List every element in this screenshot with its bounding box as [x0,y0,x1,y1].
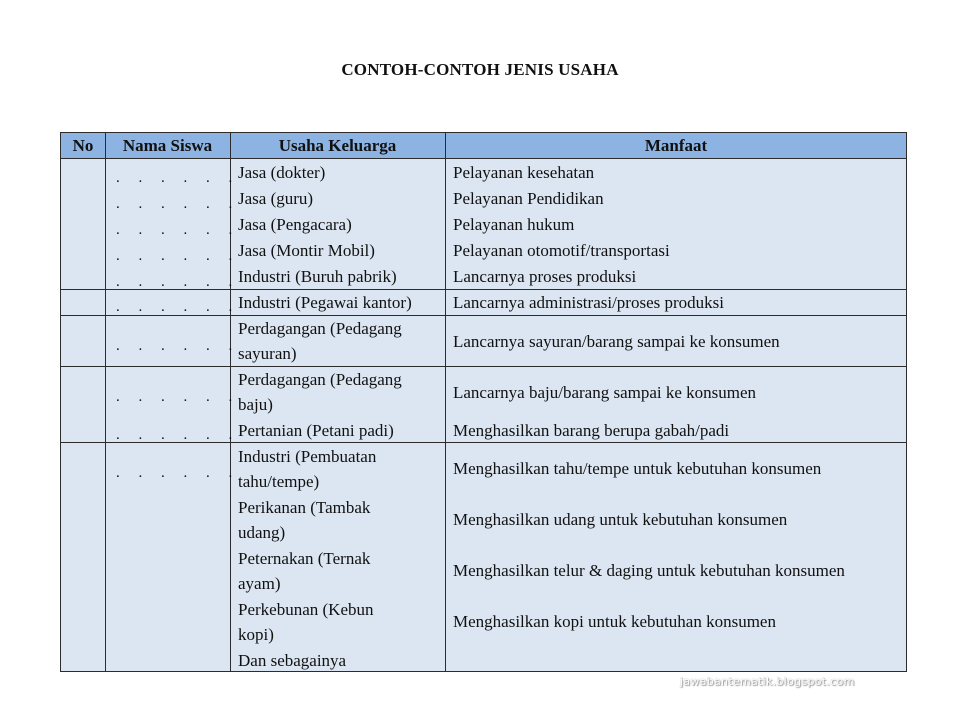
usaha-cell: Perdagangan (Pedagang [238,319,402,338]
student-name-placeholder: . . . . . . [116,170,240,186]
manfaat-cell: Pelayanan kesehatan [453,163,595,182]
usaha-cell: Jasa (Montir Mobil) [238,241,375,260]
usaha-cell: baju) [238,395,273,414]
usaha-cell: Jasa (dokter) [238,163,326,182]
manfaat-cell: Menghasilkan tahu/tempe untuk kebutuhan konsumen [453,459,822,478]
usaha-cell: kopi) [238,625,274,644]
student-name-placeholder: . . . . . . [116,427,240,443]
usaha-cell: sayuran) [238,344,297,363]
usaha-cell: tahu/tempe) [238,472,320,491]
usaha-cell: Industri (Buruh pabrik) [238,267,397,286]
student-name-placeholder: . . . . . . [116,196,240,212]
usaha-cell: Dan sebagainya [238,651,347,670]
manfaat-cell: Pelayanan hukum [453,215,575,234]
student-name-placeholder: . . . . . . [116,338,240,354]
usaha-cell: Perkebunan (Kebun [238,600,374,619]
manfaat-cell: Pelayanan otomotif/transportasi [453,241,670,260]
watermark-text: jawabantematik.blogspot.com [680,675,855,688]
manfaat-cell: Menghasilkan udang untuk kebutuhan konsumen [453,510,788,529]
manfaat-cell: Lancarnya sayuran/barang sampai ke konsumen [453,332,780,351]
usaha-cell: Jasa (Pengacara) [238,215,352,234]
manfaat-cell: Lancarnya administrasi/proses produksi [453,293,724,312]
manfaat-cell: Lancarnya proses produksi [453,267,637,286]
header-manfaat: Manfaat [644,136,708,155]
manfaat-cell: Menghasilkan barang berupa gabah/padi [453,421,730,440]
usaha-cell: Industri (Pembuatan [238,447,377,466]
usaha-cell: udang) [238,523,286,542]
student-name-placeholder: . . . . . . [116,222,240,238]
manfaat-cell: Menghasilkan kopi untuk kebutuhan konsumen [453,612,776,631]
student-name-placeholder: . . . . . . [116,465,240,481]
column-divider [445,133,446,671]
manfaat-cell: Lancarnya baju/barang sampai ke konsumen [453,383,757,402]
document-title: CONTOH-CONTOH JENIS USAHA [341,60,619,79]
usaha-cell: Peternakan (Ternak [238,549,371,568]
table-header [61,133,906,159]
header-usaha-keluarga: Usaha Keluarga [278,136,397,155]
student-name-placeholder: . . . . . . [116,248,240,264]
group-divider [61,366,906,367]
header-no: No [72,136,94,155]
usaha-cell: Industri (Pegawai kantor) [238,293,412,312]
manfaat-cell: Pelayanan Pendidikan [453,189,604,208]
column-divider [105,133,106,671]
usaha-cell: Pertanian (Petani padi) [238,421,394,440]
business-types-table [60,132,907,672]
student-name-placeholder: . . . . . . [116,389,240,405]
student-name-placeholder: . . . . . . [116,299,240,315]
student-name-placeholder: . . . . . . [116,274,240,290]
header-nama-siswa: Nama Siswa [122,136,213,155]
usaha-cell: Perdagangan (Pedagang [238,370,402,389]
usaha-cell: ayam) [238,574,281,593]
manfaat-cell: Menghasilkan telur & daging untuk kebutuhan konsumen [453,561,845,580]
usaha-cell: Jasa (guru) [238,189,314,208]
usaha-cell: Perikanan (Tambak [238,498,371,517]
